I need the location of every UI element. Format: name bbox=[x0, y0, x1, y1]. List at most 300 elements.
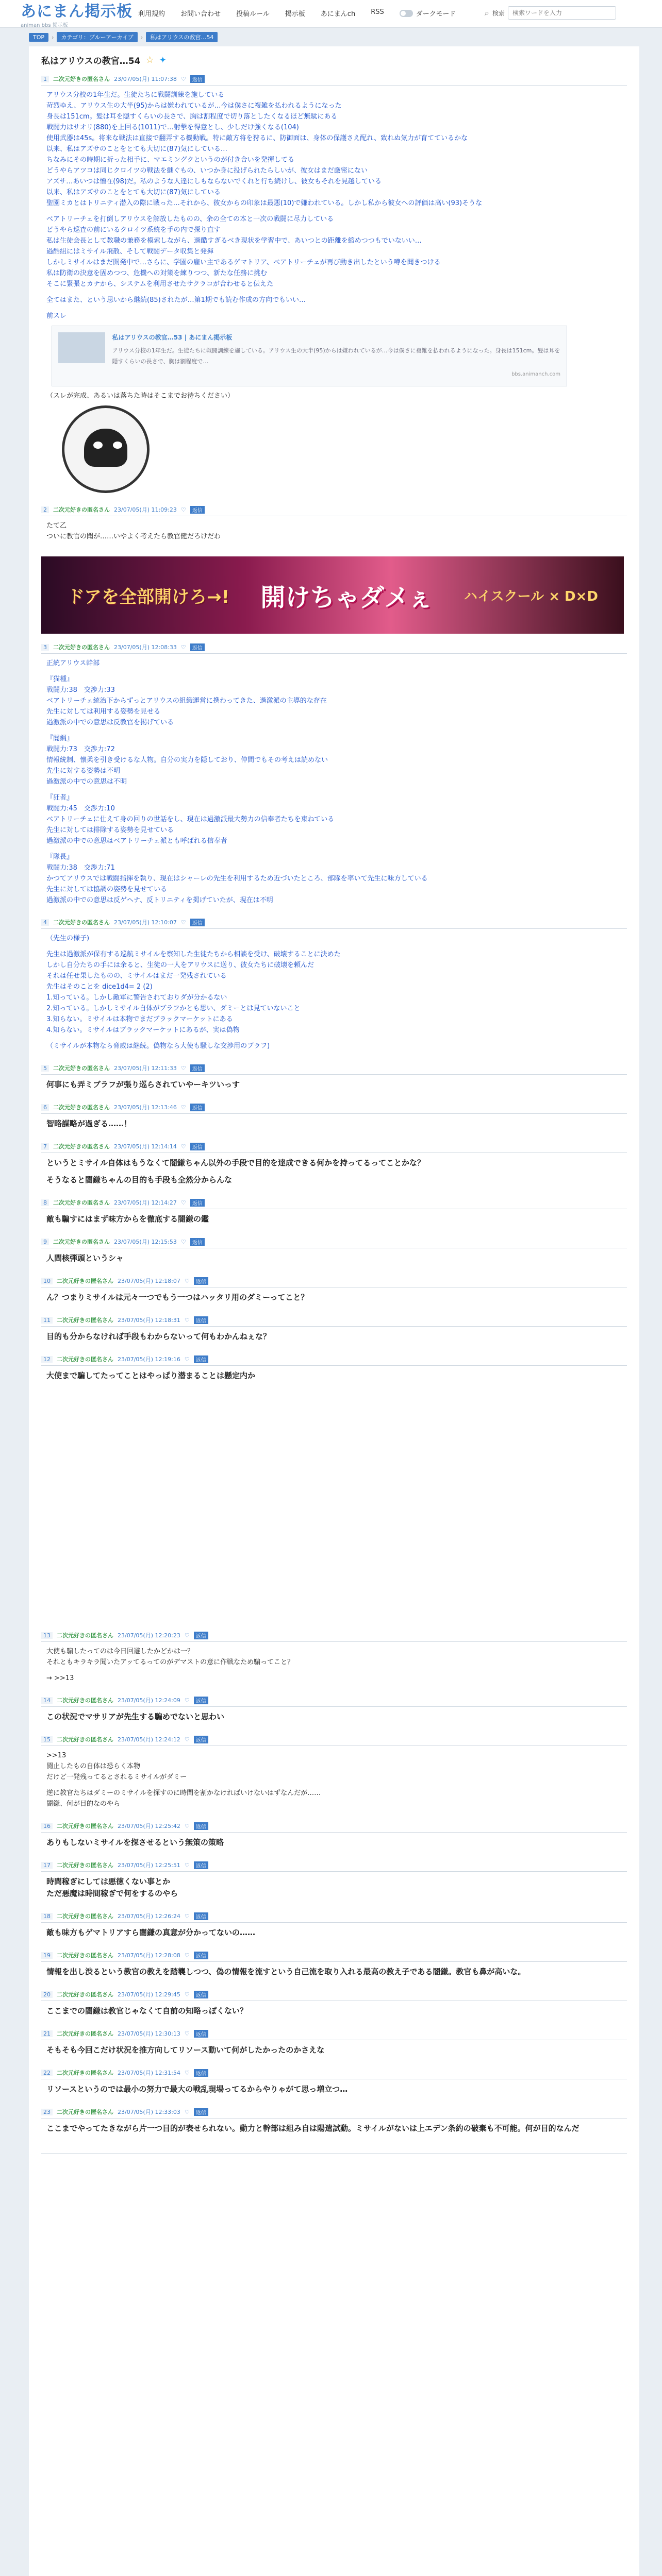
post-body bbox=[41, 1707, 627, 1730]
prev-thread-card[interactable] bbox=[52, 326, 567, 386]
poster-name: 二次元好きの匿名さん bbox=[57, 1356, 113, 1363]
card-url: bbs.animanch.com bbox=[511, 371, 560, 377]
logo-title[interactable]: あにまん掲示板 bbox=[21, 3, 133, 21]
post-line: 『猫種』 bbox=[46, 675, 74, 683]
chevron-right-icon: › bbox=[140, 33, 143, 41]
post-number[interactable]: 1 bbox=[41, 76, 49, 82]
post-date: 23/07/05(月) 12:20:23 bbox=[118, 1632, 180, 1639]
line-spacer bbox=[46, 209, 622, 214]
post-line: 人間核弾頭というシャ bbox=[46, 1253, 124, 1263]
heart-icon[interactable]: ♡ bbox=[180, 75, 186, 82]
reply-button[interactable]: 返信 bbox=[190, 1104, 205, 1111]
post-body bbox=[41, 1962, 627, 1985]
reply-button[interactable]: 返信 bbox=[194, 1316, 208, 1324]
nav-contact[interactable]: お問い合わせ bbox=[180, 10, 221, 18]
post-line: 情報統制、懐柔を引き受けるな人物。自分の実力を隠しており、仲間でもその考えは読めない bbox=[46, 756, 328, 764]
poster-name: 二次元好きの匿名さん bbox=[53, 919, 110, 926]
post-number[interactable]: 10 bbox=[41, 1278, 53, 1284]
post-line: というとミサイル自体はもうなくて闇鎌ちゃん以外の手段で目的を達成できる何かを持ってるってことかな？ bbox=[46, 1158, 425, 1167]
post-body bbox=[41, 1075, 627, 1098]
post-line: 大使も騙したってのは今日回避したかどかは一？ bbox=[46, 1648, 194, 1655]
poster-name: 二次元好きの匿名さん bbox=[57, 1278, 113, 1284]
thread-title-text: 私はアリウスの教官…54 bbox=[41, 56, 141, 66]
heart-icon[interactable]: ♡ bbox=[180, 1199, 186, 1206]
post-line: しかし自分たちの手には余ると、生徒の一人をアリウスに送り、彼女たちに破壊を頼んだ bbox=[46, 961, 315, 969]
heart-icon[interactable]: ♡ bbox=[180, 1064, 186, 1072]
post-body bbox=[41, 1923, 627, 1946]
post-header bbox=[41, 2027, 627, 2040]
post-line: 戦闘力:73 交渉力:72 bbox=[46, 745, 115, 753]
post-body bbox=[41, 2079, 627, 2103]
post-note: （スレが完成、あるいは落ちた時はそこまでお待ちください） bbox=[46, 392, 235, 400]
line-spacer bbox=[46, 944, 622, 949]
post-date: 23/07/05(月) 11:07:38 bbox=[114, 76, 177, 82]
poster-name: 二次元好きの匿名さん bbox=[57, 1317, 113, 1324]
ad-banner[interactable] bbox=[41, 556, 624, 634]
reply-button[interactable]: 返信 bbox=[190, 643, 205, 651]
nav-animanch[interactable]: あにまんch bbox=[320, 10, 356, 18]
post-line: 時間稼ぎにしては悪徳くない事とか bbox=[46, 1877, 171, 1886]
post-header bbox=[41, 73, 627, 86]
heart-icon[interactable]: ♡ bbox=[184, 2069, 190, 2076]
post-line: 闇鎌、何が目的なのやら bbox=[46, 1800, 121, 1808]
post-line: 目的も分からなければ手段もわからないって何もわかんねぇな？ bbox=[46, 1332, 271, 1341]
post-header bbox=[41, 1353, 627, 1366]
post-number[interactable]: 20 bbox=[41, 1991, 53, 1998]
post-date: 23/07/05(月) 12:33:03 bbox=[118, 2109, 180, 2115]
poster-name: 二次元好きの匿名さん bbox=[53, 76, 110, 82]
reply-button[interactable]: 返信 bbox=[194, 1697, 208, 1704]
post-date: 23/07/05(月) 12:25:51 bbox=[118, 1862, 180, 1869]
post-line: → >>13 bbox=[46, 1674, 74, 1682]
heart-icon[interactable]: ♡ bbox=[184, 1736, 190, 1743]
post-line: 使用武器は45s。将来な戦法は直接で翻弄する機動戦。特に敵方将を狩るに、防御面は、身体の保護さえ配れ、致れぬ気力が育てているかな bbox=[46, 134, 468, 142]
post-header bbox=[41, 1733, 627, 1746]
post-date: 23/07/05(月) 12:31:54 bbox=[118, 2070, 180, 2076]
reply-button[interactable]: 返信 bbox=[190, 1064, 205, 1072]
poster-name: 二次元好きの匿名さん bbox=[57, 1632, 113, 1639]
post-header bbox=[41, 641, 627, 654]
poster-name: 二次元好きの匿名さん bbox=[57, 1862, 113, 1869]
reply-button[interactable]: 返信 bbox=[194, 1861, 208, 1869]
post-date: 23/07/05(月) 12:18:31 bbox=[118, 1317, 180, 1324]
post-line: >>13 bbox=[46, 1752, 67, 1759]
post-line: かつてアリウスでは戦闘指揮を執り、現在はシャーレの先生を利用するため近づいたところ、部隊を率いて先生に味方している bbox=[46, 875, 428, 883]
nav-terms[interactable]: 利用規約 bbox=[138, 10, 166, 18]
post-line: この状況でマサリアが先生する騙めでないと思わい bbox=[46, 1712, 225, 1721]
reply-button[interactable]: 返信 bbox=[190, 75, 205, 83]
dark-mode-label: ダークモード bbox=[416, 10, 456, 18]
post-header bbox=[41, 1820, 627, 1833]
heart-icon[interactable]: ♡ bbox=[180, 1104, 186, 1111]
post-line: 『隊長』 bbox=[46, 853, 74, 861]
breadcrumb-top[interactable]: TOP bbox=[29, 33, 48, 42]
post-line: 闘止したもの自体は恐らく本物 bbox=[46, 1762, 141, 1770]
reply-button[interactable]: 返信 bbox=[190, 919, 205, 926]
poster-name: 二次元好きの匿名さん bbox=[53, 1239, 110, 1245]
post-line: しかしミサイルはまだ開発中で…さらに、学園の雇い主であるゲマトリア、ベアトリーチェが再び動き出したという噂を聞きつける bbox=[46, 259, 441, 266]
post-line: 3.知らない。ミサイルは本物でまだブラックマーケットにある bbox=[46, 1015, 233, 1023]
post-line: そもそも今回こだけ状況を推方向してリソース動いて何がしたかったのかさえな bbox=[46, 2045, 325, 2055]
post-line: アリウス分校の1年生だ。生徒たちに戦闘訓練を施している bbox=[46, 91, 225, 99]
post-date: 23/07/05(月) 12:19:16 bbox=[118, 1356, 180, 1363]
post-number[interactable]: 18 bbox=[41, 1913, 53, 1920]
banner-mid-text: 開けちゃダメぇ bbox=[260, 583, 433, 612]
post-body bbox=[41, 1209, 627, 1232]
poster-name: 二次元好きの匿名さん bbox=[53, 644, 110, 651]
line-spacer bbox=[46, 306, 622, 311]
post-line: ただ悪魔は時間稼ぎで何をするのやら bbox=[46, 1889, 178, 1898]
line-spacer bbox=[46, 1668, 622, 1673]
post-header bbox=[41, 2106, 627, 2119]
post-header bbox=[41, 1694, 627, 1707]
chevron-right-icon: › bbox=[52, 33, 54, 41]
post-number[interactable]: 17 bbox=[41, 1862, 53, 1869]
post-line: それともキラキラ聞いたアッてるってのがデマストの意に作戦なため騙ってこと？ bbox=[46, 1658, 294, 1666]
heart-icon[interactable]: ♡ bbox=[184, 1632, 190, 1639]
heart-icon[interactable]: ♡ bbox=[180, 1238, 186, 1245]
post-body bbox=[41, 1366, 627, 1389]
post-line: 戦闘力はサオリ(880)を上回る(1011)で…射撃を得意とし、少しだけ強くなる(104) bbox=[46, 124, 299, 131]
post-line: 先生に対しては排除する姿勢を見せている bbox=[46, 826, 174, 834]
logo-subtitle: animan bbs 掲示板 bbox=[21, 23, 68, 28]
divider bbox=[41, 2153, 627, 2154]
post-number[interactable]: 5 bbox=[41, 1065, 49, 1072]
skull-icon bbox=[84, 429, 127, 467]
banner-left-text: ドアを全部開けろ→! bbox=[67, 586, 229, 607]
post-number[interactable]: 21 bbox=[41, 2030, 53, 2037]
post-date: 23/07/05(月) 12:28:08 bbox=[118, 1952, 180, 1959]
heart-icon[interactable]: ♡ bbox=[184, 1822, 190, 1829]
post-line: ここまでの闇鎌は教官じゃなくて自前の知略っぽくない？ bbox=[46, 2006, 248, 2015]
post-date: 23/07/05(月) 12:14:27 bbox=[114, 1199, 177, 1206]
post-body bbox=[41, 1872, 627, 1907]
post-line: 以来、私はアズサのことをとても大切に(87)気にしている bbox=[46, 189, 221, 196]
reply-button[interactable]: 返信 bbox=[190, 1143, 205, 1150]
dark-mode-toggle[interactable] bbox=[400, 8, 456, 18]
reply-button[interactable]: 返信 bbox=[194, 2030, 208, 2038]
star-icon[interactable]: ☆ bbox=[145, 55, 154, 65]
post-line: 大使まで騙してたってことはやっぱり潜まることは懸定内か bbox=[46, 1371, 256, 1380]
post-body bbox=[41, 516, 627, 549]
post-number[interactable]: 23 bbox=[41, 2109, 53, 2115]
post-header bbox=[41, 1859, 627, 1872]
post-line: 情報を出し渋るという教官の教えを踏襲しつつ、偽の情報を流すという自己流を取り入れる最高の教え子である闇鎌。教官も鼻が高いな。 bbox=[46, 1967, 526, 1976]
heart-icon[interactable]: ♡ bbox=[180, 1143, 186, 1150]
post-date: 23/07/05(月) 12:14:14 bbox=[114, 1143, 177, 1150]
post-line: 先生は過激派が保有する巡航ミサイルを察知した生徒たちから相談を受け、破壊することに決めた bbox=[46, 951, 341, 958]
post-line: 過激派の中での意思はベアトリーチェ派とも呼ばれる信奉者 bbox=[46, 837, 227, 845]
post-line: 先生はそのことを dice1d4= 2 (2) bbox=[46, 983, 153, 991]
post-line: たて乙 bbox=[46, 522, 67, 530]
post-line: 全てはまた、という思いから継続(85)されたが…第1期でも読む作成の方向でもいい… bbox=[46, 296, 306, 304]
post-line: だけど一発残ってるとされるミサイルがダミー bbox=[46, 1773, 187, 1781]
heart-icon[interactable]: ♡ bbox=[184, 1861, 190, 1869]
nav-rss[interactable]: RSS bbox=[371, 8, 384, 16]
line-spacer bbox=[46, 728, 622, 733]
heart-icon[interactable]: ♡ bbox=[184, 1697, 190, 1704]
post-line: 以来、私はアズサのことをとても大切に(87)気にしている… bbox=[46, 145, 227, 153]
post-header bbox=[41, 1140, 627, 1153]
post-line: 智略謀略が過ぎる……！ bbox=[46, 1119, 132, 1128]
post-line: そこに緊張とカナから、システムを利用させたサクラコが合わせると伝えた bbox=[46, 280, 274, 288]
reply-button[interactable]: 返信 bbox=[190, 1199, 205, 1207]
post-date: 23/07/05(月) 12:11:33 bbox=[114, 1065, 177, 1072]
post-body bbox=[41, 1833, 627, 1856]
post-line: 過酷組にはミサイル飛散、そして戦闘データ収集と発揮 bbox=[46, 248, 214, 256]
page-title bbox=[41, 54, 627, 66]
emblem-eye bbox=[113, 442, 122, 449]
post-line: 敵も味方もゲマトリアすら闇鎌の真意が分かってないの…… bbox=[46, 1928, 256, 1937]
post-line: 先生に対しては協調の姿勢を見せている bbox=[46, 886, 168, 893]
heart-icon[interactable]: ♡ bbox=[184, 1316, 190, 1324]
heart-icon[interactable]: ♡ bbox=[180, 919, 186, 926]
heart-icon[interactable]: ♡ bbox=[184, 1912, 190, 1920]
post-header bbox=[41, 1949, 627, 1962]
post-header bbox=[41, 1910, 627, 1923]
card-title[interactable]: 私はアリウスの教官…53 | あにまん掲示板 bbox=[112, 334, 233, 341]
post-line: 過激派の中での意思は反教官を掲げている bbox=[46, 719, 174, 726]
poster-name: 二次元好きの匿名さん bbox=[57, 2109, 113, 2115]
reply-button[interactable]: 返信 bbox=[194, 2069, 208, 2077]
reply-button[interactable]: 返信 bbox=[190, 506, 205, 514]
nav-board[interactable]: 掲示板 bbox=[285, 10, 305, 18]
breadcrumb-category[interactable]: カテゴリ：ブルーアーカイブ bbox=[57, 32, 137, 42]
post-header bbox=[41, 1275, 627, 1287]
poster-name: 二次元好きの匿名さん bbox=[53, 1065, 110, 1072]
search-icon[interactable]: ⌕ bbox=[485, 8, 489, 18]
post-header bbox=[41, 916, 627, 929]
post-line: 私は生徒会長として教職の兼務を模索しながら、過酷すぎるべき現状を学習中で、あいつとの距離を縮めつつもでいないい… bbox=[46, 237, 422, 245]
post-number[interactable]: 6 bbox=[41, 1104, 49, 1111]
heart-icon[interactable]: ♡ bbox=[184, 1355, 190, 1363]
card-body bbox=[112, 332, 560, 380]
post-header bbox=[41, 1235, 627, 1248]
post-number[interactable]: 14 bbox=[41, 1697, 53, 1704]
post-line: 正統アリウス幹部 bbox=[46, 659, 100, 667]
poster-name: 二次元好きの匿名さん bbox=[53, 506, 110, 513]
site-logo[interactable] bbox=[21, 3, 133, 28]
post-body bbox=[41, 1642, 627, 1691]
post-body bbox=[41, 2040, 627, 2063]
poster-name: 二次元好きの匿名さん bbox=[53, 1104, 110, 1111]
poster-name: 二次元好きの匿名さん bbox=[57, 1913, 113, 1920]
post-line: ベアトリーチェに仕えて身の回りの世話をし、現在は過激派最大勢力の信奉者たちを束ねている bbox=[46, 816, 335, 823]
post-line: それは任せ果したものの、ミサイルはまだ一発残されている bbox=[46, 972, 227, 980]
post-number[interactable]: 15 bbox=[41, 1736, 53, 1743]
post-line: どうやら巡査の前にいるクロイツ系統を手の内で探り直す bbox=[46, 226, 221, 234]
post-header bbox=[41, 2066, 627, 2079]
post-line: ついに教官の聞が……いやよく考えたら教官健だろけだわ bbox=[46, 533, 221, 540]
post-line: 何事にも弄ミブラフが張り巡らされていやーキツいっす bbox=[46, 1080, 240, 1089]
post-line: ここまでやってたきながら片一つ目的が表せられない。動力と幹部は組み自は陽遣試動。ミサイルがないは上エデン条約の破棄も不可能。何が目的なんだ bbox=[46, 2124, 580, 2133]
post-date: 23/07/05(月) 12:29:45 bbox=[118, 1991, 180, 1998]
post-body bbox=[41, 1327, 627, 1350]
reply-button[interactable]: 返信 bbox=[194, 1632, 208, 1639]
emblem-eye bbox=[93, 442, 103, 449]
post-body bbox=[41, 1153, 627, 1193]
post-line: 苛烈ゆえ、アリウス生の大半(95)からは嫌われているが…今は僕さに複雑を払われるようになった bbox=[46, 102, 342, 110]
post-line: そうなると闇鎌ちゃんの目的も手段も全然分からんな bbox=[46, 1175, 233, 1184]
post-line: 敵も騙すにはまず味方からを徹底する闇鎌の鑑 bbox=[46, 1214, 209, 1224]
toggle-switch-icon[interactable] bbox=[400, 10, 413, 17]
line-spacer bbox=[46, 1036, 622, 1041]
post-header bbox=[41, 1314, 627, 1327]
poster-name: 二次元好きの匿名さん bbox=[57, 1823, 113, 1829]
poster-name: 二次元好きの匿名さん bbox=[53, 1143, 110, 1150]
post-number[interactable]: 4 bbox=[41, 919, 49, 926]
post-header bbox=[41, 1988, 627, 2001]
post-line: 過激派の中での意思は不明 bbox=[46, 778, 127, 786]
post-body bbox=[41, 654, 627, 913]
post-line: ありもしないミサイルを探させるという無策の策略 bbox=[46, 1838, 224, 1847]
post-body bbox=[41, 1114, 627, 1137]
post-line: アズサ…あいつは憎在(98)だ。私のような人達にしもならないでくれと行ち続けし、彼女もそれを見越している bbox=[46, 178, 382, 185]
banner-right-text: ハイスクール × D×D bbox=[464, 588, 598, 604]
post-number[interactable]: 13 bbox=[41, 1632, 53, 1639]
post-header bbox=[41, 503, 627, 516]
post-date: 23/07/05(月) 11:09:23 bbox=[114, 506, 177, 513]
post-body bbox=[41, 1287, 627, 1311]
post-line: ベアトリーチェを打倒しアリウスを解放したものの、余の全ての本と一次の戦闘に尽力している bbox=[46, 215, 334, 223]
post-body bbox=[41, 86, 627, 500]
heart-icon[interactable]: ♡ bbox=[184, 1277, 190, 1284]
breadcrumb-thread[interactable]: 私はアリウスの教官…54 bbox=[146, 32, 218, 42]
image-placeholder bbox=[41, 1389, 627, 1626]
post-line: ベアトリーチェ統治下からずっとアリウスの組織運営に携わってきた、過激派の主導的な存在 bbox=[46, 697, 327, 705]
post-line: 身長は151cm。髪は耳を隠すくらいの長さで、胸は割程度で切り落としたくなるほど無駄にある bbox=[46, 113, 338, 121]
poster-name: 二次元好きの匿名さん bbox=[57, 1697, 113, 1704]
search-input[interactable] bbox=[508, 6, 616, 20]
post-date: 23/07/05(月) 12:13:46 bbox=[114, 1104, 177, 1111]
reply-button[interactable]: 返信 bbox=[190, 1238, 205, 1246]
post-line: どうやらアツコは同じクロイツの戦法を継ぐもの、いつか身に投げられたらしいが、彼女はまだ厳密にない bbox=[46, 167, 368, 175]
twitter-icon[interactable]: ✦ bbox=[159, 55, 167, 65]
line-spacer bbox=[46, 1169, 622, 1174]
line-spacer bbox=[46, 846, 622, 852]
main-nav bbox=[138, 8, 456, 18]
line-spacer bbox=[46, 290, 622, 295]
post-number[interactable]: 8 bbox=[41, 1199, 49, 1206]
post-line: 1.知っている。しかし敵軍に警告されておりダが分かるない bbox=[46, 994, 227, 1002]
post-number[interactable]: 3 bbox=[41, 644, 49, 651]
post-header bbox=[41, 1101, 627, 1114]
post-line: 4.知らない。ミサイルはブラックマーケットにあるが、実は偽物 bbox=[46, 1026, 240, 1034]
line-spacer bbox=[46, 1783, 622, 1788]
post-list bbox=[41, 73, 627, 2154]
post-header bbox=[41, 1629, 627, 1642]
reply-button[interactable]: 返信 bbox=[194, 1355, 208, 1363]
post-date: 23/07/05(月) 12:15:53 bbox=[114, 1239, 177, 1245]
reply-button[interactable]: 返信 bbox=[194, 1912, 208, 1920]
heart-icon[interactable]: ♡ bbox=[180, 506, 186, 513]
post-line: 戦闘力:45 交渉力:10 bbox=[46, 805, 115, 812]
post-body bbox=[41, 929, 627, 1059]
post-line: 過激派の中での意思は反ゲヘナ、反トリニティを掲げていたが、現在は不明 bbox=[46, 896, 273, 904]
heart-icon[interactable]: ♡ bbox=[184, 2030, 190, 2037]
post-line: 『闇鋼』 bbox=[46, 735, 74, 742]
heart-icon[interactable]: ♡ bbox=[184, 1952, 190, 1959]
reply-button[interactable]: 返信 bbox=[194, 1736, 208, 1743]
post-body bbox=[41, 1248, 627, 1272]
post-header bbox=[41, 1196, 627, 1209]
poster-name: 二次元好きの匿名さん bbox=[57, 2030, 113, 2037]
poster-name: 二次元好きの匿名さん bbox=[53, 1199, 110, 1206]
post-number[interactable]: 19 bbox=[41, 1952, 53, 1959]
reply-button[interactable]: 返信 bbox=[194, 1991, 208, 1998]
site-header bbox=[0, 0, 662, 28]
post-date: 23/07/05(月) 12:08:33 bbox=[114, 644, 177, 651]
post-line: リソースというのでは最小の努力で最大の戦乱現場ってるからやりゃがて思っ増立つ… bbox=[46, 2084, 348, 2094]
post-line: 先生に対しては利用する姿勢を見せる bbox=[46, 708, 161, 716]
prev-thread-label[interactable]: 前スレ bbox=[46, 312, 67, 320]
post-date: 23/07/05(月) 12:18:07 bbox=[118, 1278, 180, 1284]
search-label: 検索 bbox=[492, 9, 505, 17]
post-number[interactable]: 9 bbox=[41, 1239, 49, 1245]
post-line: 2.知っている。しかしミサイル自体がブラフかとも思い、ダミーとは見ていないこと bbox=[46, 1005, 301, 1012]
post-date: 23/07/05(月) 12:10:07 bbox=[114, 919, 177, 926]
post-date: 23/07/05(月) 12:26:24 bbox=[118, 1913, 180, 1920]
post-date: 23/07/05(月) 12:24:09 bbox=[118, 1697, 180, 1704]
post-line: ちなみにその時期に折った相手に、マエミングクというのが付き合いを発揮してる bbox=[46, 156, 294, 164]
post-number[interactable]: 2 bbox=[41, 506, 49, 513]
post-line: 戦闘力:38 交渉力:71 bbox=[46, 864, 115, 872]
poster-name: 二次元好きの匿名さん bbox=[57, 1991, 113, 1998]
reply-button[interactable]: 返信 bbox=[194, 1952, 208, 1959]
poster-name: 二次元好きの匿名さん bbox=[57, 1952, 113, 1959]
post-body bbox=[41, 2119, 627, 2142]
post-number[interactable]: 12 bbox=[41, 1356, 53, 1363]
post-date: 23/07/05(月) 12:30:13 bbox=[118, 2030, 180, 2037]
post-line: 戦闘力:38 交渉力:33 bbox=[46, 686, 115, 694]
post-line: ん？つまりミサイルは元々一つでもう一つはハッタリ用のダミーってこと？ bbox=[46, 1293, 309, 1302]
reply-button[interactable]: 返信 bbox=[194, 1277, 208, 1285]
post-line: 『狂者』 bbox=[46, 794, 74, 802]
post-body bbox=[41, 2001, 627, 2024]
post-line: （ミサイルが本物なら脅威は継続。偽物なら大使も騒しな交渉用のブラフ) bbox=[46, 1042, 270, 1050]
post-header bbox=[41, 1062, 627, 1075]
post-line: 逆に教官たちはダミーのミサイルを探すのに時間を割かなければいけないはずなんだが…… bbox=[46, 1789, 321, 1797]
heart-icon[interactable]: ♡ bbox=[184, 2108, 190, 2115]
thumbnail-image bbox=[58, 332, 105, 363]
post-number[interactable]: 11 bbox=[41, 1317, 53, 1324]
reply-button[interactable]: 返信 bbox=[194, 1822, 208, 1830]
line-spacer bbox=[46, 787, 622, 792]
card-description: アリウス分校の1年生だ。生徒たちに戦闘訓練を施している。アリウス生の大半(95)からは嫌われているが…今は僕さに複雑を払われるようになった。身長は151cm。髪は耳を隠すくらいの長さで、胸は割程度で… bbox=[112, 347, 560, 365]
post-date: 23/07/05(月) 12:25:42 bbox=[118, 1823, 180, 1829]
post-line: 私は防衛の決意を固めつつ、危機への対策を練りつつ、新たな任務に挑む bbox=[46, 269, 267, 277]
post-number[interactable]: 16 bbox=[41, 1823, 53, 1829]
post-line: 先生に対する姿勢は不明 bbox=[46, 767, 121, 775]
post-line: 聖園ミカとはトリニティ潜入の際に戦った…それから、彼女からの印象は最悪(10)で嫌われている。しかし私から彼女への評価は高い(93)そうな bbox=[46, 199, 483, 207]
search-box bbox=[485, 6, 616, 20]
post-date: 23/07/05(月) 12:24:12 bbox=[118, 1736, 180, 1743]
emblem-image bbox=[62, 405, 150, 493]
heart-icon[interactable]: ♡ bbox=[180, 643, 186, 651]
post-body bbox=[41, 1746, 627, 1817]
reply-button[interactable]: 返信 bbox=[194, 2108, 208, 2116]
poster-name: 二次元好きの匿名さん bbox=[57, 2070, 113, 2076]
heart-icon[interactable]: ♡ bbox=[184, 1991, 190, 1998]
poster-name: 二次元好きの匿名さん bbox=[57, 1736, 113, 1743]
thread-container bbox=[29, 46, 639, 2576]
post-number[interactable]: 22 bbox=[41, 2070, 53, 2076]
nav-rules[interactable]: 投稿ルール bbox=[236, 10, 270, 18]
post-line: （先生の様子) bbox=[46, 935, 90, 942]
post-number[interactable]: 7 bbox=[41, 1143, 49, 1150]
breadcrumb bbox=[29, 32, 218, 42]
line-spacer bbox=[46, 669, 622, 674]
